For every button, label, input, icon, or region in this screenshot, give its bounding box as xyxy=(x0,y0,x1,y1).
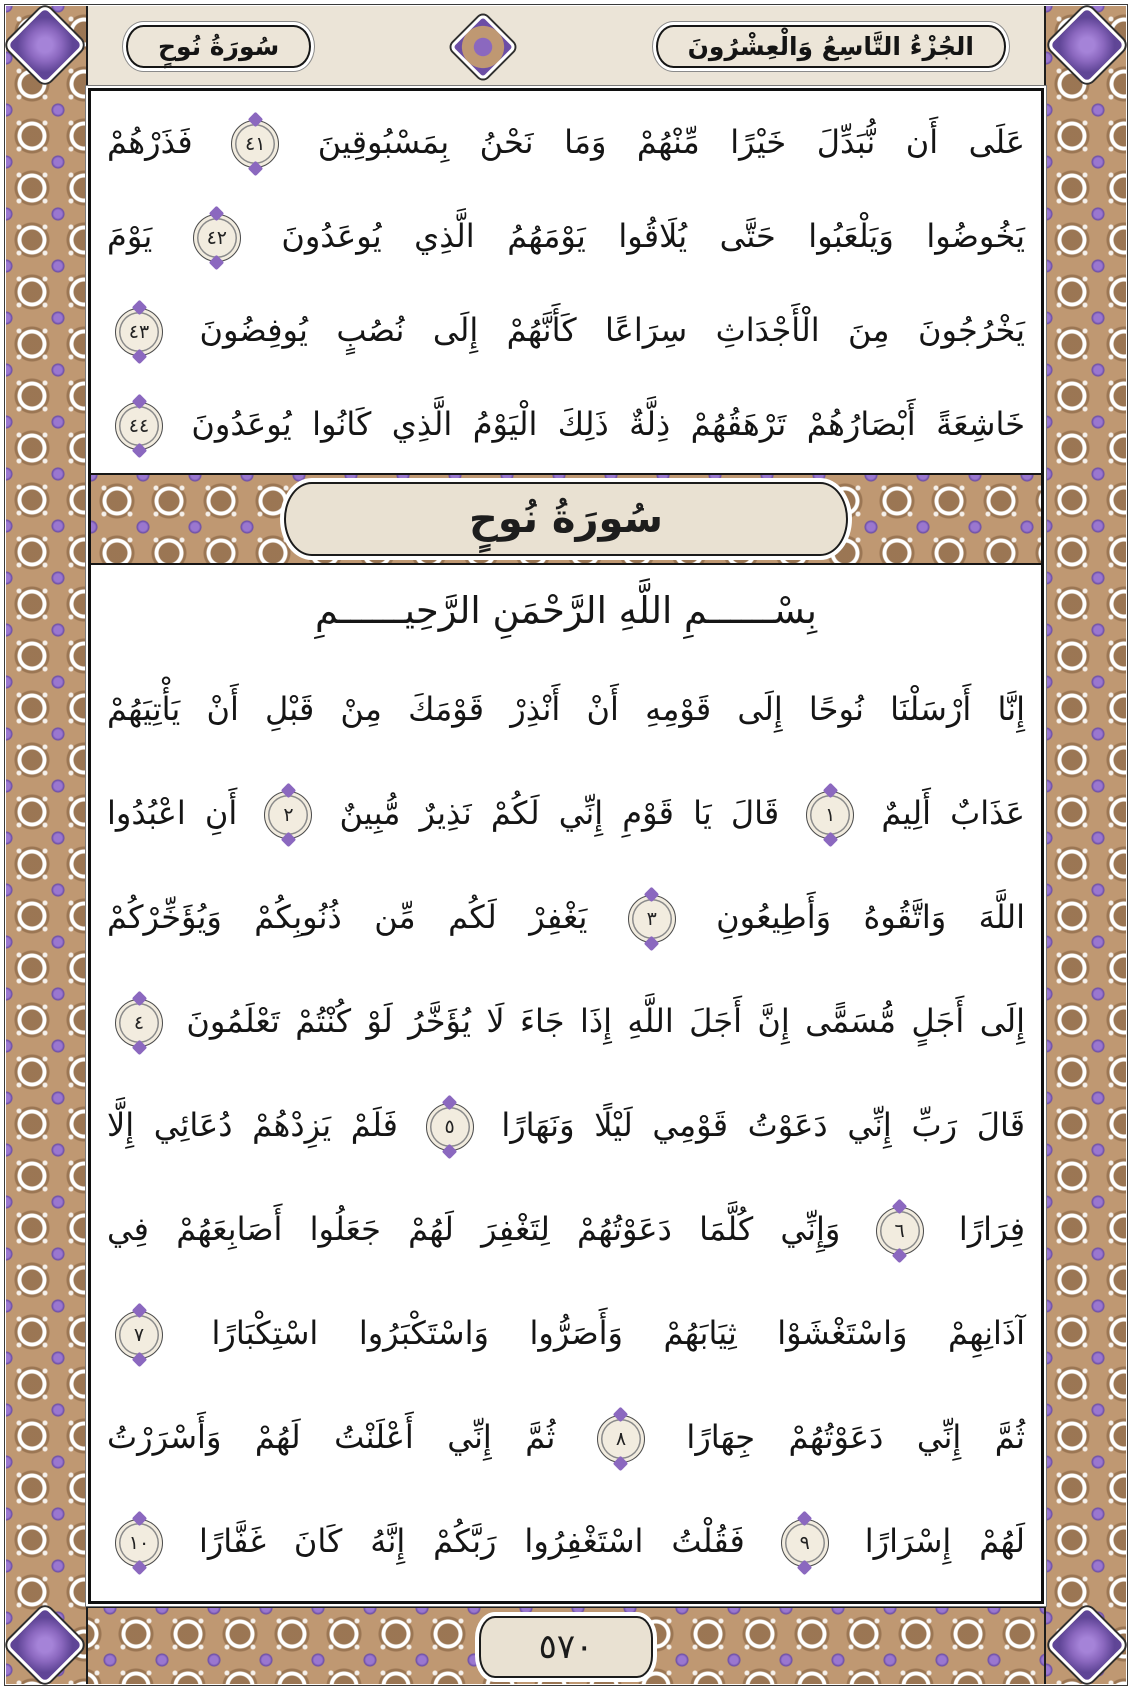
ayah-marker: ٤٣ xyxy=(115,308,163,356)
verse-text: لَهُمْ إِسْرَارًا xyxy=(864,1522,1026,1560)
quran-line xyxy=(107,969,1025,1073)
quran-line xyxy=(107,1281,1025,1385)
quran-line xyxy=(107,865,1025,969)
verse-text: إِنَّا أَرْسَلْنَا نُوحًا إِلَى قَوْمِهِ أَنْ أَنْذِرْ قَوْمَكَ مِنْ قَبْلِ أَنْ يَأْتِيَهُمْ xyxy=(107,690,1025,728)
verse-text: ثُمَّ إِنِّي دَعَوْتُهُمْ جِهَارًا xyxy=(686,1418,1025,1456)
verse-text: قَالَ يَا قَوْمِ إِنِّي لَكُمْ نَذِيرٌ مُّبِينٌ xyxy=(339,794,780,832)
surah-title-cartouche: سُورَةُ نُوحٍ xyxy=(284,482,848,556)
quran-line xyxy=(107,377,1025,471)
verse-text: آذَانِهِمْ وَاسْتَغْشَوْا ثِيَابَهُمْ وَأَصَرُّوا وَاسْتَكْبَرُوا اسْتِكْبَارًا xyxy=(211,1314,1025,1352)
verse-text: عَلَى أَن نُّبَدِّلَ خَيْرًا مِّنْهُمْ وَمَا نَحْنُ بِمَسْبُوقِينَ xyxy=(317,123,1026,161)
ayah-marker: ٢ xyxy=(264,791,312,839)
border-right-ornament xyxy=(1044,6,1126,1684)
verse-text: فَقُلْتُ اسْتَغْفِرُوا رَبَّكُمْ إِنَّهُ كَانَ غَفَّارًا xyxy=(198,1522,745,1560)
verse-text: يَغْفِرْ لَكُم مِّن ذُنُوبِكُمْ وَيُؤَخِّرْكُمْ xyxy=(107,898,588,936)
border-left-ornament xyxy=(6,6,88,1684)
quran-line xyxy=(107,283,1025,377)
quran-line xyxy=(107,1073,1025,1177)
verse-text: إِلَى أَجَلٍ مُّسَمًّى إِنَّ أَجَلَ اللَّهِ إِذَا جَاءَ لَا يُؤَخَّرُ لَوْ كُنْتُمْ تَعْلَمُونَ xyxy=(186,1002,1026,1040)
quran-line xyxy=(107,95,1025,189)
juz-header-label: الجُزْءُ التَّاسِعُ وَالْعِشْرُونَ xyxy=(656,25,1006,68)
ayah-marker: ٤١ xyxy=(231,120,279,168)
verse-text: يَخْرُجُونَ مِنَ الْأَجْدَاثِ سِرَاعًا كَأَنَّهُمْ إِلَى نُصُبٍ يُوفِضُونَ xyxy=(199,311,1026,349)
ayah-marker: ٩ xyxy=(781,1519,829,1567)
verse-text: فِرَارًا xyxy=(958,1210,1026,1248)
page-number-cartouche xyxy=(479,1616,653,1678)
verse-text: قَالَ رَبِّ إِنِّي دَعَوْتُ قَوْمِي لَيْلًا وَنَهَارًا xyxy=(501,1106,1026,1144)
quran-line xyxy=(107,657,1025,761)
verse-text: وَإِنِّي كُلَّمَا دَعَوْتُهُمْ لِتَغْفِرَ لَهُمْ جَعَلُوا أَصَابِعَهُمْ فِي xyxy=(107,1210,841,1248)
ayah-marker: ٨ xyxy=(597,1415,645,1463)
quran-line xyxy=(107,1489,1025,1593)
ayah-marker: ٧ xyxy=(115,1311,163,1359)
quran-line xyxy=(107,1385,1025,1489)
verse-text: ثُمَّ إِنِّي أَعْلَنْتُ لَهُمْ وَأَسْرَرْتُ xyxy=(107,1418,556,1456)
nuh-opening-lines xyxy=(107,657,1025,1593)
flower-ornament-icon xyxy=(449,13,517,81)
maarij-ending-lines xyxy=(107,95,1025,471)
verse-text: اللَّهَ وَاتَّقُوهُ وَأَطِيعُونِ xyxy=(716,898,1026,936)
verse-text: يَوْمَ xyxy=(107,217,153,255)
header-band xyxy=(6,6,1126,88)
page-number: ٥٧٠ xyxy=(538,1627,594,1667)
verse-text: يَخُوضُوا وَيَلْعَبُوا حَتَّى يُلَاقُوا يَوْمَهُمُ الَّذِي يُوعَدُونَ xyxy=(281,217,1025,255)
surah-header-label: سُورَةُ نُوحٍ xyxy=(126,25,311,68)
bismillah-line: بِسْــــــمِ اللَّهِ الرَّحْمَنِ الرَّحِيــــــمِ xyxy=(315,589,817,632)
ayah-marker: ١٠ xyxy=(115,1519,163,1567)
quran-line xyxy=(107,761,1025,865)
quran-text-panel xyxy=(88,88,1044,1604)
verse-text: فَذَرْهُمْ xyxy=(107,123,193,161)
ayah-marker: ٤ xyxy=(115,999,163,1047)
ayah-marker: ٤٢ xyxy=(193,214,241,262)
ayah-marker: ٣ xyxy=(628,895,676,943)
quran-line xyxy=(107,189,1025,283)
verse-text: عَذَابٌ أَلِيمٌ xyxy=(881,794,1026,832)
ayah-marker: ٦ xyxy=(876,1207,924,1255)
ayah-marker: ٤٤ xyxy=(115,402,163,450)
verse-text: خَاشِعَةً أَبْصَارُهُمْ تَرْهَقُهُمْ ذِلَّةٌ ذَلِكَ الْيَوْمُ الَّذِي كَانُوا يُوعَدُونَ xyxy=(191,405,1026,443)
verse-text: فَلَمْ يَزِدْهُمْ دُعَائِي إِلَّا xyxy=(107,1106,398,1144)
ayah-marker: ١ xyxy=(806,791,854,839)
ayah-marker: ٥ xyxy=(426,1103,474,1151)
verse-text: أَنِ اعْبُدُوا xyxy=(107,794,238,832)
quran-line xyxy=(107,1177,1025,1281)
surah-title-band xyxy=(91,473,1041,565)
